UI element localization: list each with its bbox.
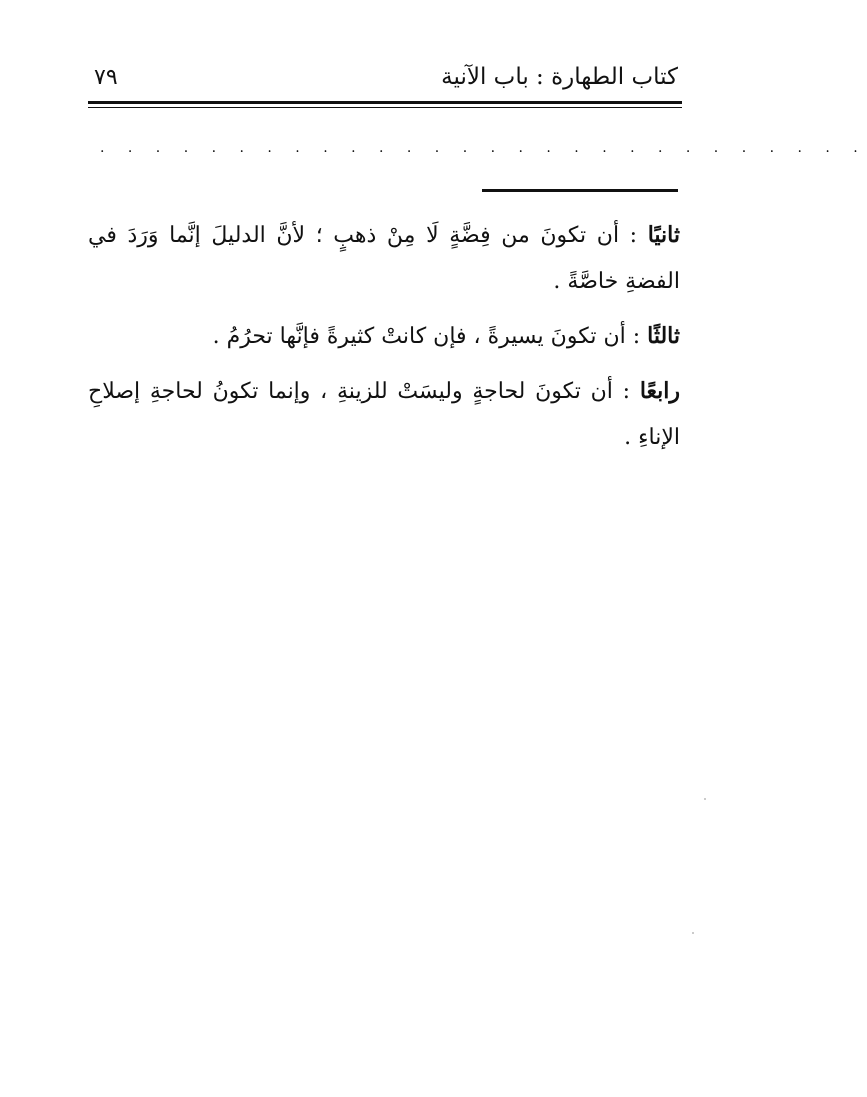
header-rule-thin [88,107,682,108]
dotted-separator: . . . . . . . . . . . . . . . . . . . . . . . . . . . . [100,140,867,156]
scan-speck [692,932,694,934]
main-text [88,212,680,469]
paragraph-fourth [88,368,680,461]
paragraph-label: ثالثًا [647,323,680,349]
scan-speck [704,798,706,800]
paragraph-second [88,212,680,305]
paragraph-third [88,313,680,360]
paragraph-body: : أن تكونَ يسيرةً ، فإن كانتْ كثيرةً فإنَّها تحرُمُ . [212,324,648,349]
paragraph-body: : أن تكونَ من فِضَّةٍ لَا مِنْ ذهبٍ ؛ لأنَّ الدليلَ إنَّما وَرَدَ في الفضةِ خاصَّةً . [88,223,680,294]
header-rule-thick [88,101,682,104]
section-rule [482,189,678,192]
page-header [88,60,682,100]
paragraph-body: : أن تكونَ لحاجةٍ وليسَتْ للزينةِ ، وإنما تكونُ لحاجةِ إصلاحِ الإناءِ . [88,379,680,450]
paragraph-label: ثانيًا [647,222,680,248]
paragraph-label: رابعًا [639,378,680,404]
running-header-title: كتاب الطهارة : باب الآنية [441,64,678,90]
page-number: ٧٩ [94,65,118,90]
